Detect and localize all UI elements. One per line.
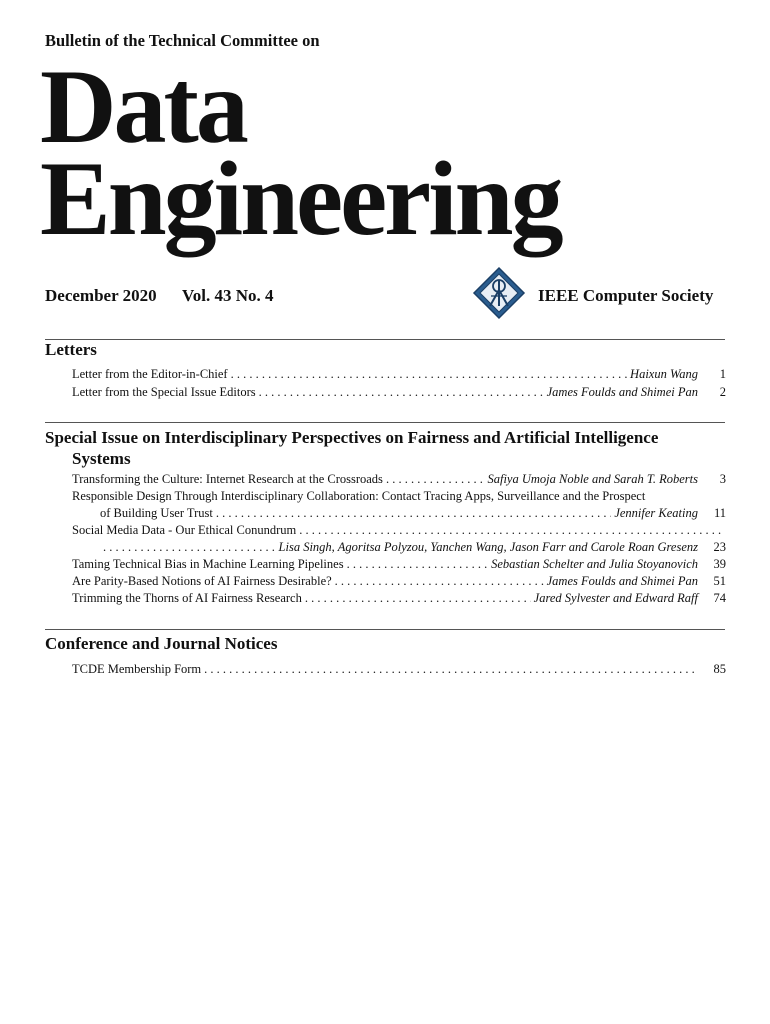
entry-authors: Lisa Singh, Agoritsa Polyzou, Yanchen Wang, Jason Farr and Carole Roan Gresenz [278,540,698,554]
entry-authors: Safiya Umoja Noble and Sarah T. Roberts [487,472,698,486]
toc-entry[interactable] [72,472,726,490]
entry-title: TCDE Membership Form [72,662,202,676]
divider [45,629,725,630]
entry-title: Responsible Design Through Interdisciplinary Collaboration: Contact Tracing Apps, Surveillance and the Prospect [72,489,646,503]
entry-authors: Haixun Wang [630,367,698,381]
entry-title: Transforming the Culture: Internet Research at the Crossroads [72,472,383,486]
section-heading-special-issue-cont: Systems [72,449,131,468]
entry-page: 39 [713,557,726,571]
entry-authors: Jared Sylvester and Edward Raff [533,591,698,605]
entry-page: 1 [719,367,726,381]
toc-entry[interactable] [72,662,726,680]
issue-volume: Vol. 43 No. 4 [182,286,274,305]
leader-dots [259,385,544,400]
toc-entry[interactable] [100,540,726,558]
entry-page: 85 [713,662,726,676]
section-heading-letters: Letters [45,340,97,359]
bulletin-line: Bulletin of the Technical Committee on [45,31,320,50]
leader-dots [305,591,531,606]
entry-title: Letter from the Special Issue Editors [72,385,256,399]
ieee-computer-society-logo-icon [472,266,526,320]
entry-authors: James Foulds and Shimei Pan [546,574,698,588]
entry-page: 3 [719,472,726,486]
leader-dots [299,523,723,538]
entry-title: Letter from the Editor-in-Chief [72,367,228,381]
toc-entry-title-line[interactable] [72,523,726,541]
leader-dots [347,557,489,572]
leader-dots [216,506,611,521]
toc-entry[interactable] [72,574,726,592]
toc-entry-title-line[interactable] [72,489,726,507]
leader-dots [231,367,627,382]
section-heading-special-issue: Special Issue on Interdisciplinary Perspectives on Fairness and Artificial Intelligence [45,428,659,447]
entry-authors: Jennifer Keating [614,506,698,520]
section-heading-notices: Conference and Journal Notices [45,634,278,653]
toc-entry[interactable] [72,557,726,575]
title-engineering: Engineering [40,140,561,257]
entry-title: Taming Technical Bias in Machine Learning Pipelines [72,557,344,571]
leader-dots [386,472,485,487]
entry-page: 23 [713,540,726,554]
issue-date: December 2020 [45,286,157,305]
entry-title: Social Media Data - Our Ethical Conundrum [72,523,297,537]
toc-entry[interactable] [72,385,726,403]
entry-title: Are Parity-Based Notions of AI Fairness Desirable? [72,574,332,588]
entry-page: 74 [713,591,726,605]
leader-dots [103,540,276,555]
entry-page: 11 [713,506,726,520]
toc-entry[interactable] [100,506,726,524]
entry-title: Trimming the Thorns of AI Fairness Research [72,591,302,605]
divider [45,422,725,423]
leader-dots [204,662,695,677]
society-name: IEEE Computer Society [538,286,714,305]
entry-authors: Sebastian Schelter and Julia Stoyanovich [491,557,698,571]
divider [45,339,725,340]
entry-title-cont: of Building User Trust [100,506,213,520]
toc-entry[interactable] [72,591,726,609]
toc-entry[interactable] [72,367,726,385]
entry-page: 51 [713,574,726,588]
leader-dots [335,574,544,589]
title-data: Data [40,48,246,165]
entry-page: 2 [719,385,726,399]
entry-authors: James Foulds and Shimei Pan [546,385,698,399]
